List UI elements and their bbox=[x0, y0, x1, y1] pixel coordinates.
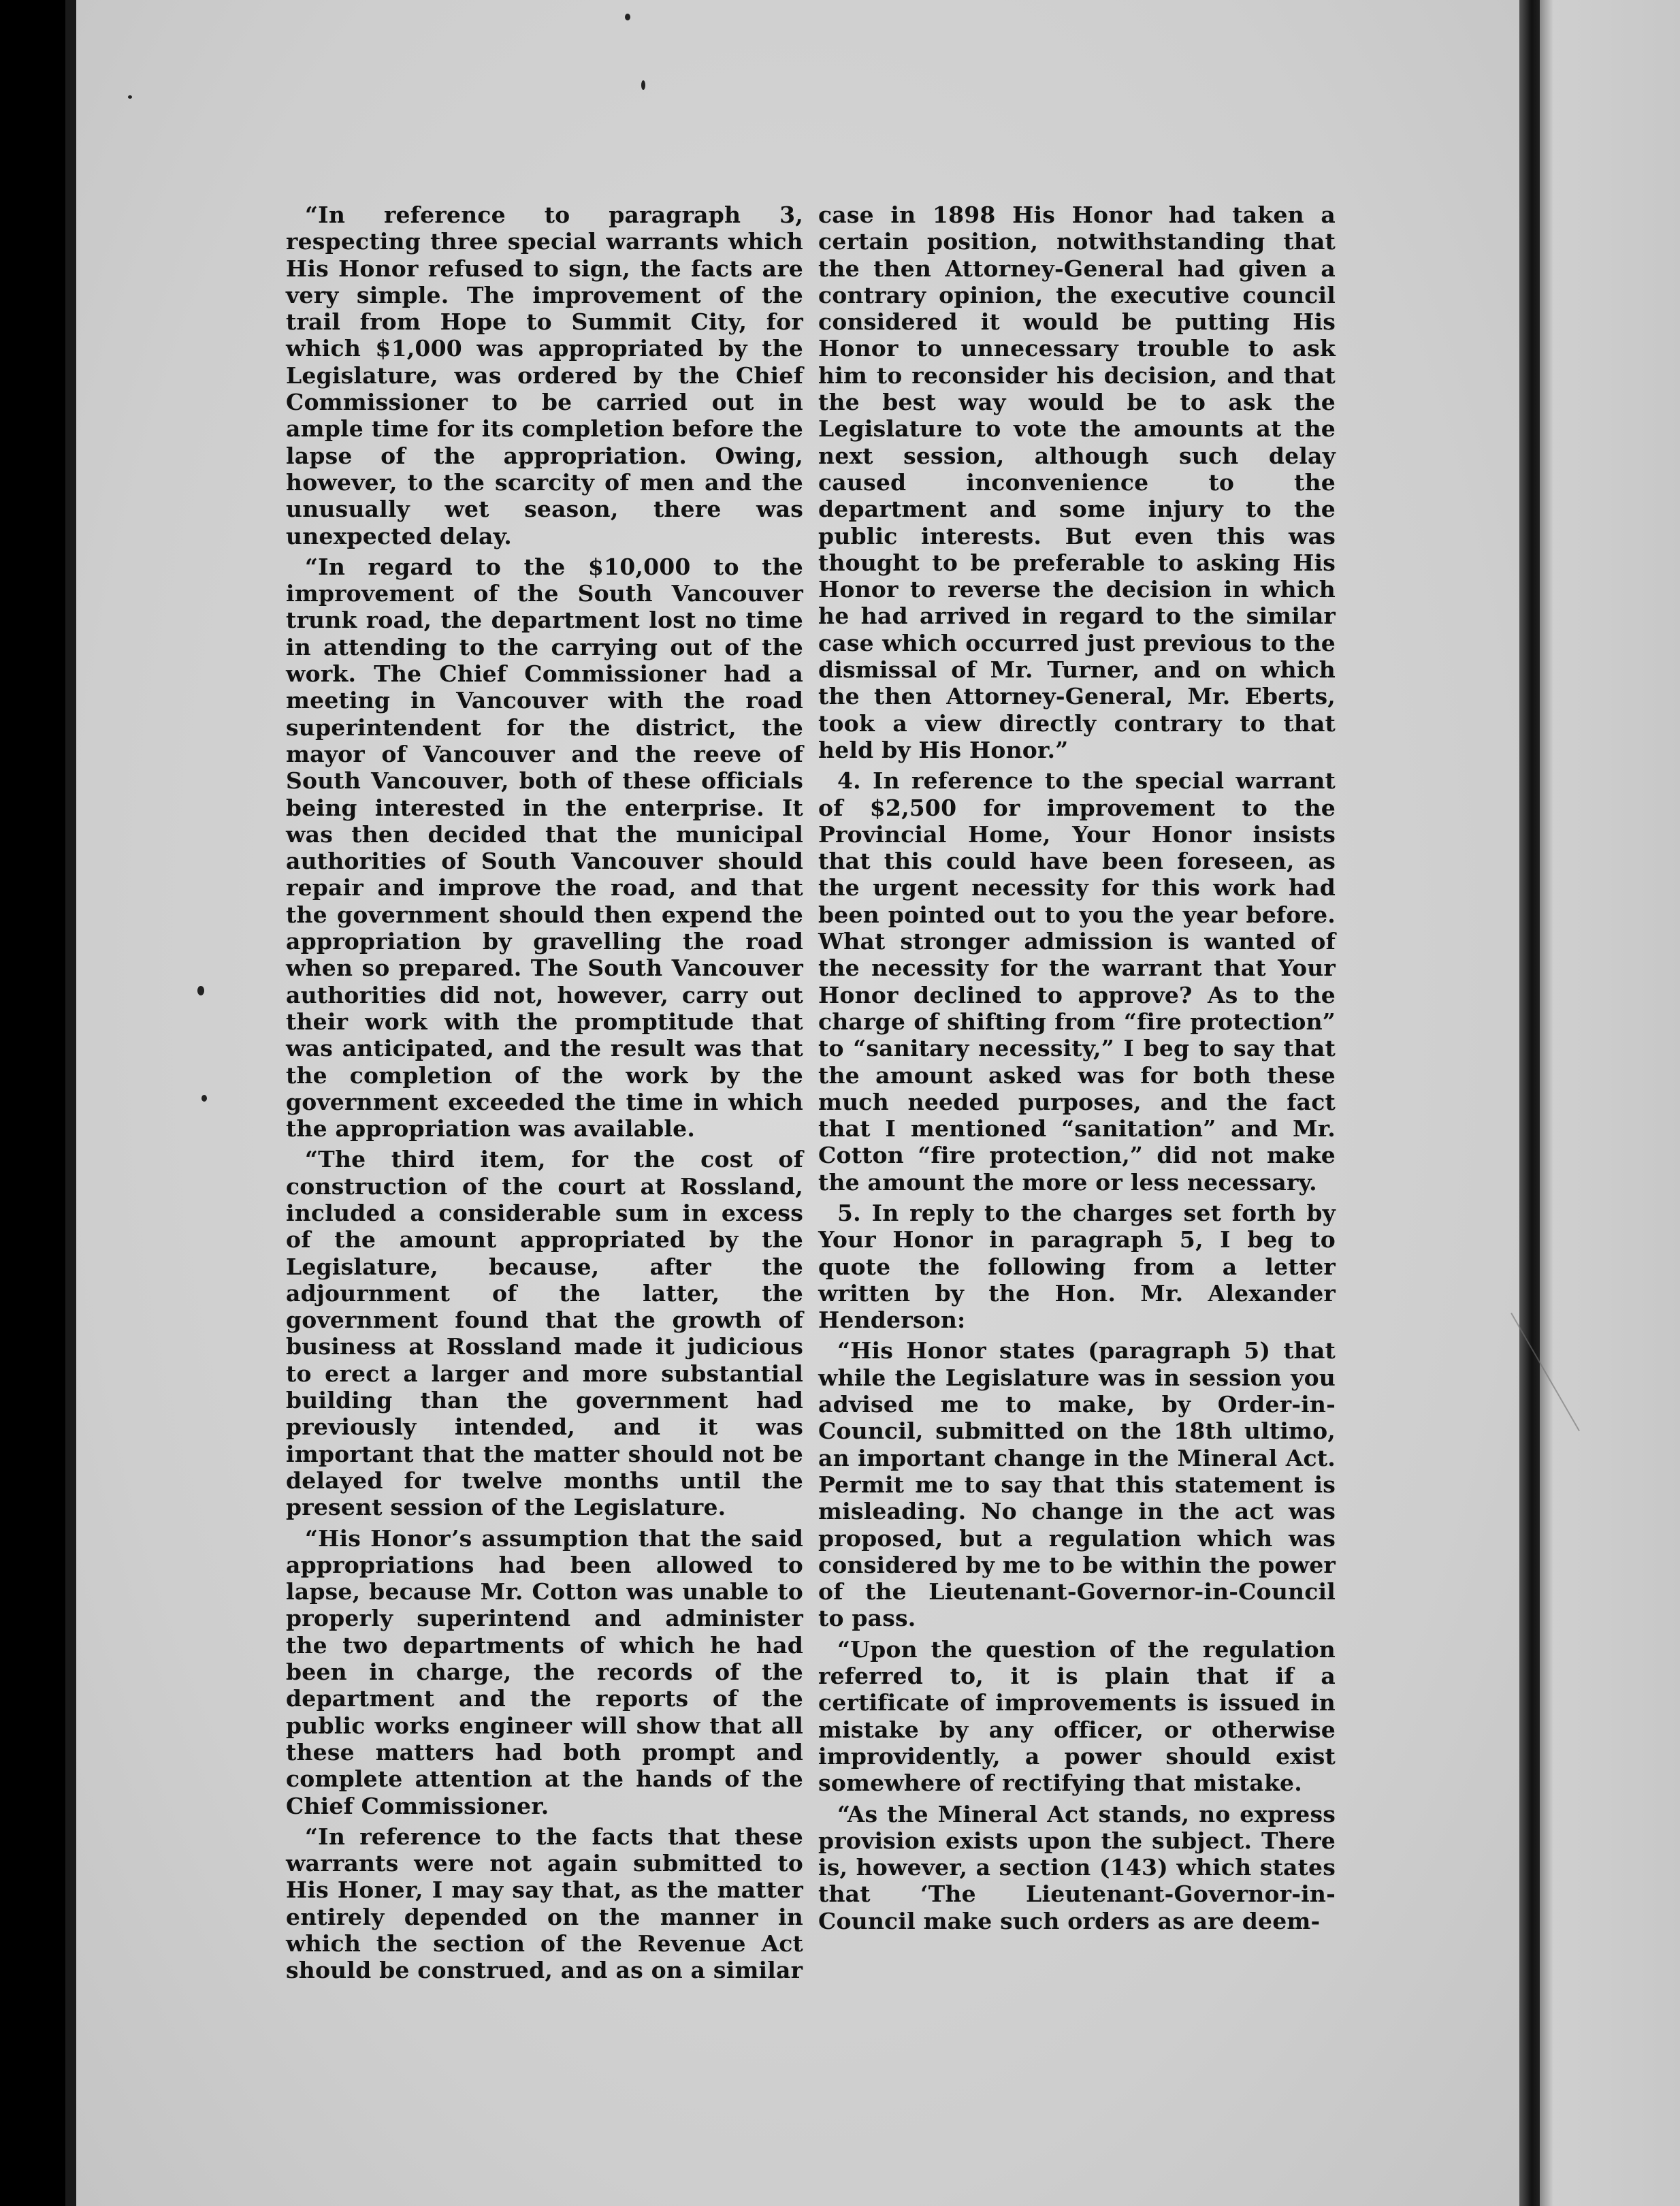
scan-speck bbox=[128, 95, 132, 99]
scan-speck bbox=[201, 1095, 207, 1102]
paragraph: 5. In reply to the charges set forth by Your Honor in paragraph 5, I beg to quote the following from a letter written by the Hon. Mr. Alexander Henderson: bbox=[818, 1199, 1336, 1334]
page-left-edge bbox=[65, 0, 76, 2206]
paragraph: 4. In reference to the special warrant of $2,500 for improvement to the Provincial Home, Your Honor insists that this could have been foreseen, as the urgent necessity for this work had been pointed out to you the year before. What stronger admission is wanted of the necessity for the warrant that Your Honor declined to approve? As to the charge of shifting from “fire protection” to “sanitary necessity,” I beg to say that the amount asked was for both these much needed purposes, and the fact that I mentioned “sanitation” and Mr. Cotton “fire protection,” did not make the amount the more or less necessary. bbox=[818, 767, 1336, 1196]
left-column bbox=[286, 202, 803, 1984]
adjacent-page bbox=[1540, 0, 1680, 2206]
paragraph: “His Honor states (paragraph 5) that while the Legislature was in session you advised me to make, by Order-in-Council, submitted on the 18th ultimo, an important change in the Mineral Act. Permit me to say that this statement is misleading. No change in the act was proposed, but a regulation which was considered by me to be within the power of the Lieutenant-Governor-in-Council to pass. bbox=[818, 1337, 1336, 1632]
paragraph: “In regard to the $10,000 to the improvement of the South Vancouver trunk road, the department lost no time in attending to the carrying out of the work. The Chief Commissioner had a meeting in Vancouver with the road superintendent for the district, the mayor of Vancouver and the reeve of South Vancouver, both of these officials being interested in the enterprise. It was then decided that the municipal authorities of South Vancouver should repair and improve the road, and that the government should then expend the appropriation by gravelling the road when so prepared. The South Vancouver authorities did not, however, carry out their work with the promptitude that was anticipated, and the result was that the completion of the work by the government exceeded the time in which the appropriation was available. bbox=[286, 553, 803, 1142]
page-gutter bbox=[1519, 0, 1540, 2206]
right-column bbox=[818, 202, 1336, 1934]
paragraph: “In reference to the facts that these warrants were not again submitted to His Honer, I may say that, as the matter entirely depended on the manner in which the section of the Revenue Act should be construed, and as on a similar bbox=[286, 1823, 803, 1984]
paragraph: “Upon the question of the regulation referred to, it is plain that if a certificate of improvements is issued in mistake by any officer, or otherwise improvidently, a power should exist somewhere of rectifying that mistake. bbox=[818, 1635, 1336, 1797]
scan-speck bbox=[641, 80, 645, 90]
paragraph: “His Honor’s assumption that the said appropriations had been allowed to lapse, because Mr. Cotton was unable to properly superintend and administer the two departments of which he had been in charge, the records of the department and the reports of the public works engineer will show that all these matters had both prompt and complete attention at the hands of the Chief Commissioner. bbox=[286, 1524, 803, 1819]
paragraph: “In reference to paragraph 3, respecting three special warrants which His Honor refused to sign, the facts are very simple. The improvement of the trail from Hope to Summit City, for which $1,000 was appropriated by the Legislature, was ordered by the Chief Commissioner to be carried out in ample time for its completion before the lapse of the appropriation. Owing, however, to the scarcity of men and the unusually wet season, there was unexpected delay. bbox=[286, 202, 803, 549]
scan-speck bbox=[625, 14, 630, 20]
paragraph: “The third item, for the cost of construction of the court at Rossland, included a considerable sum in excess of the amount appropriated by the Legislature, because, after the adjournment of the latter, the government found that the growth of business at Rossland made it judicious to erect a larger and more substantial building than the government had previously intended, and it was important that the matter should not be delayed for twelve months until the present session of the Legislature. bbox=[286, 1146, 803, 1521]
scan-speck bbox=[197, 986, 204, 995]
paragraph: case in 1898 His Honor had taken a certain position, notwithstanding that the then Attorney-General had given a contrary opinion, the executive council considered it would be putting His Honor to unnecessary trouble to ask him to reconsider his decision, and that the best way would be to ask the Legislature to vote the amounts at the next session, although such delay caused inconvenience to the department and some injury to the public interests. But even this was thought to be preferable to asking His Honor to reverse the decision in which he had arrived in regard to the similar case which occurred just previous to the dismissal of Mr. Turner, and on which the then Attorney-General, Mr. Eberts, took a view directly contrary to that held by His Honor.” bbox=[818, 202, 1336, 763]
paragraph: “As the Mineral Act stands, no express provision exists upon the subject. There is, however, a section (143) which states that ‘The Lieutenant-Governor-in-Council make such orders as are deem- bbox=[818, 1800, 1336, 1934]
